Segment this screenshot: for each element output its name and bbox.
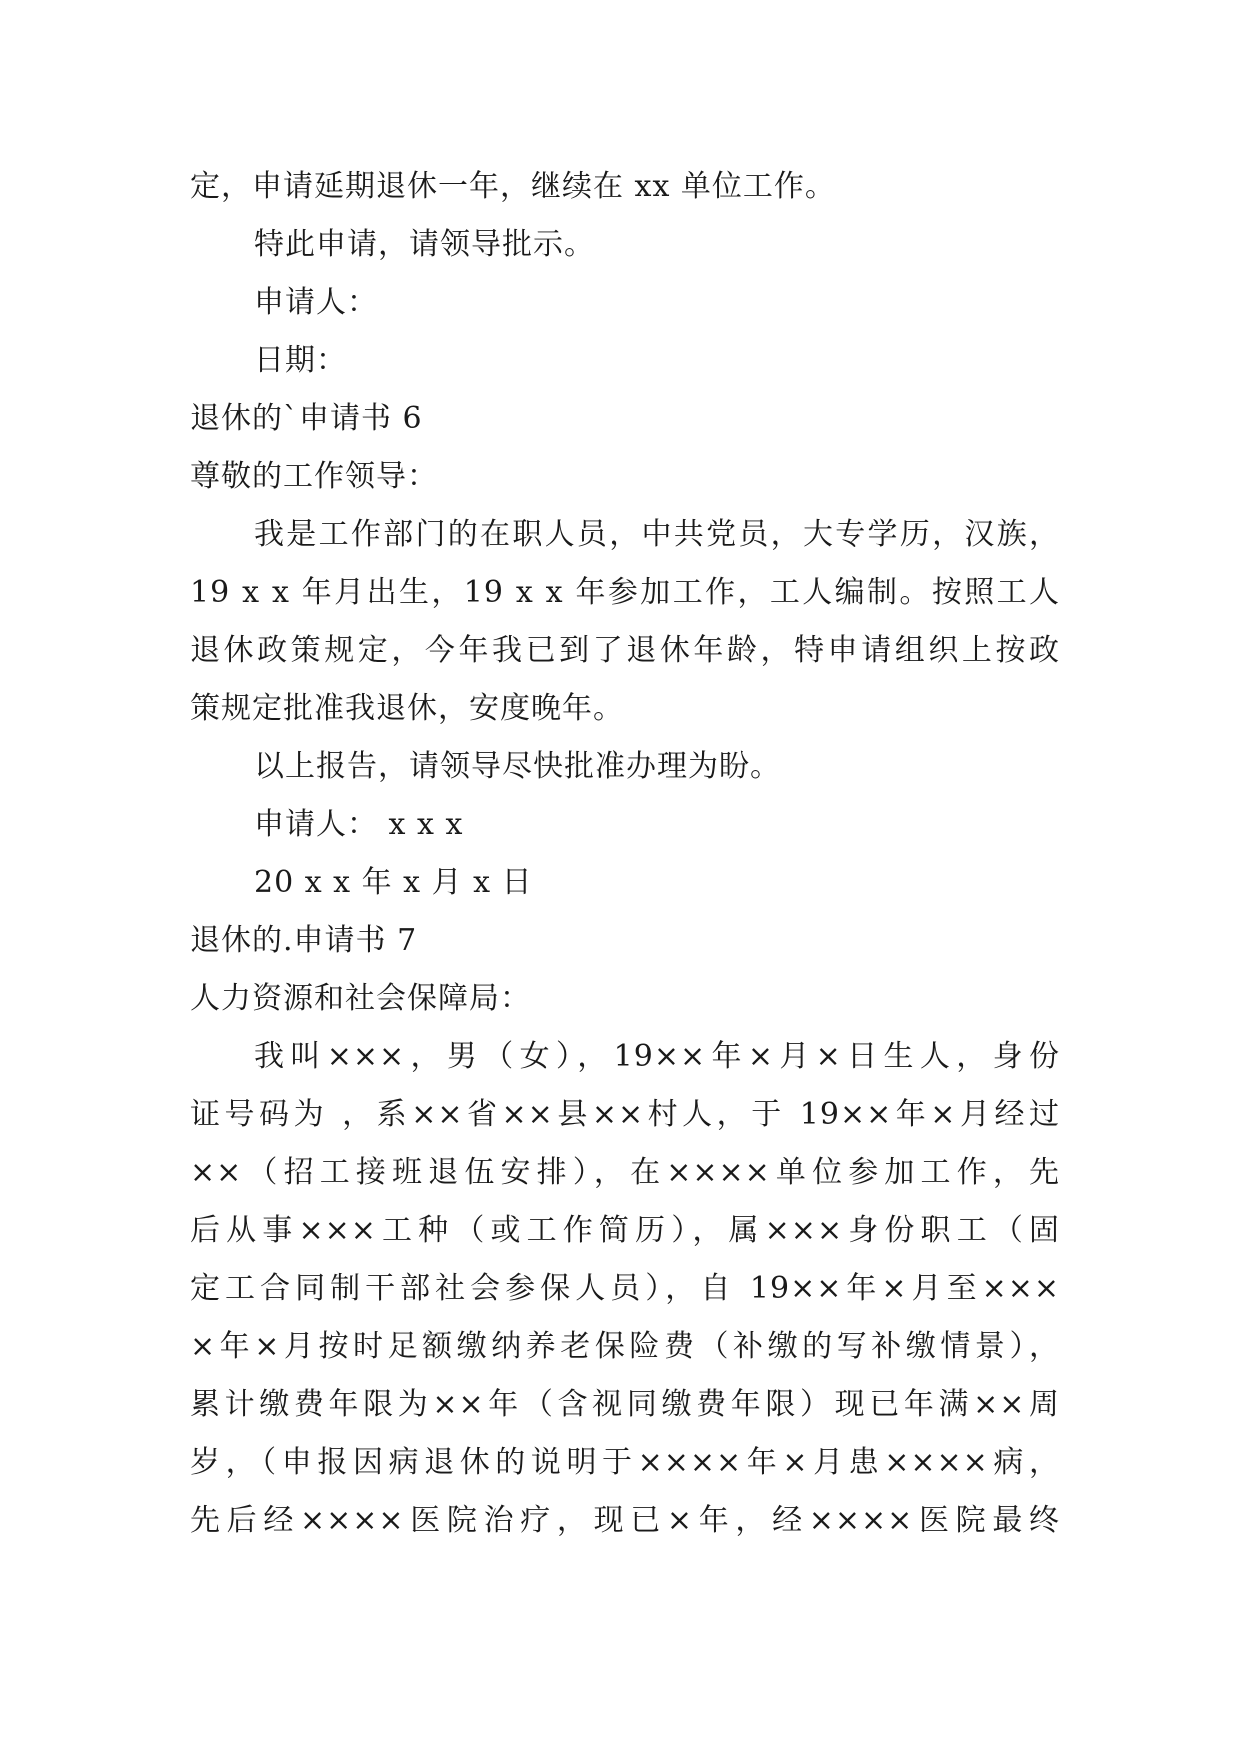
text-line: 以上报告，请领导尽快批准办理为盼。: [254, 749, 781, 784]
text-line: ×年×月按时足额缴纳养老保险费（补缴的写补缴情景），: [190, 1329, 1060, 1364]
text-line: 岁，（申报因病退休的说明于××××年×月患××××病，: [190, 1445, 1060, 1480]
salutation: 尊敬的工作领导：: [190, 459, 438, 494]
text-line: 定工合同制干部社会参保人员），自 19××年×月至×××: [190, 1271, 1060, 1306]
text-line: 特此申请，请领导批示。: [254, 227, 595, 262]
text-line: 证号码为 ，系××省××县××村人，于 19××年×月经过: [190, 1097, 1060, 1132]
text-line: 累计缴费年限为××年（含视同缴费年限）现已年满××周: [190, 1387, 1060, 1422]
section-title: 退休的`申请书 6: [190, 401, 423, 436]
document-body: [190, 158, 1060, 1550]
signature-label: 申请人：: [254, 285, 378, 320]
text-line: 策规定批准我退休，安度晚年。: [190, 691, 624, 726]
date-label: 日期：: [254, 343, 347, 378]
text-line: 退休政策规定，今年我已到了退休年龄，特申请组织上按政: [190, 633, 1060, 668]
text-line: 后从事×××工种（或工作简历），属×××身份职工（固: [190, 1213, 1060, 1248]
date-label: 20 x x 年 x 月 x 日: [254, 865, 533, 900]
text-line: 定，申请延期退休一年，继续在 xx 单位工作。: [190, 169, 836, 204]
text-line: 先后经××××医院治疗，现已×年，经××××医院最终: [190, 1503, 1060, 1538]
salutation: 人力资源和社会保障局：: [190, 981, 531, 1016]
text-line: ××（招工接班退伍安排），在××××单位参加工作，先: [190, 1155, 1060, 1190]
section-title: 退休的.申请书 7: [190, 923, 418, 958]
text-line: 我是工作部门的在职人员，中共党员，大专学历，汉族，: [254, 517, 1060, 552]
text-line: 19 x x 年月出生，19 x x 年参加工作，工人编制。按照工人: [190, 575, 1060, 610]
text-line: 我叫×××，男（女），19××年×月×日生人，身份: [254, 1039, 1060, 1074]
signature-label: 申请人： x x x: [254, 807, 464, 842]
